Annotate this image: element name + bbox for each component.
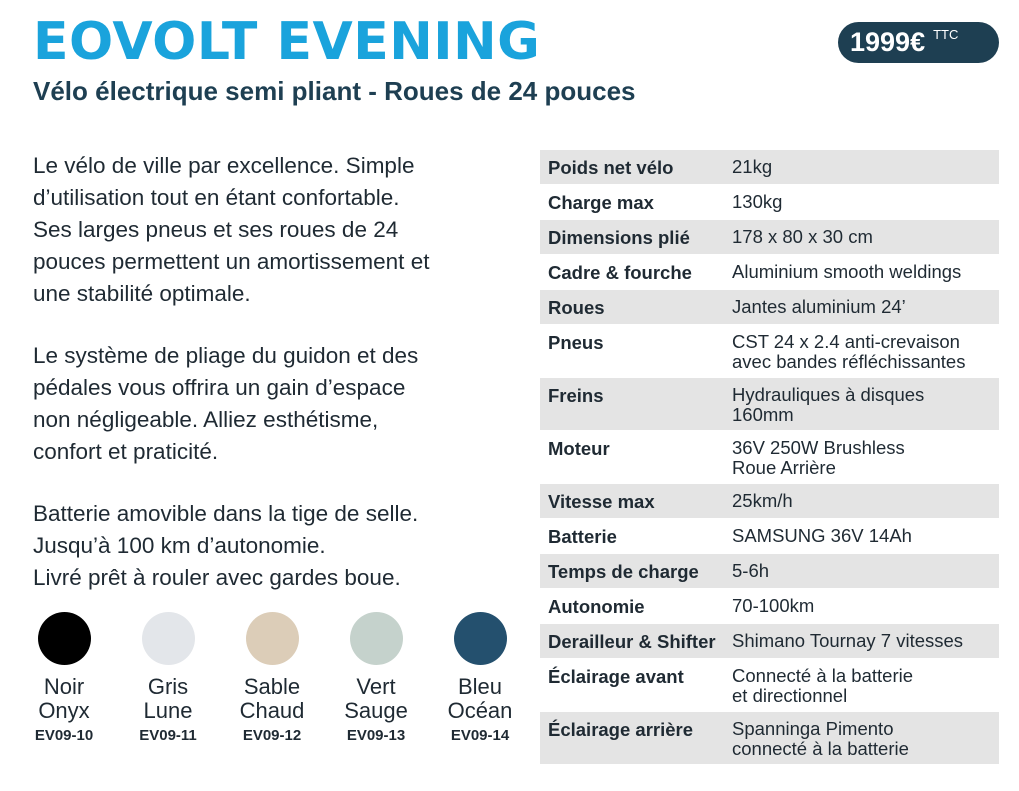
color-option-noir-onyx[interactable] [24,612,104,744]
spec-label: Éclairage arrière [548,719,694,740]
spec-label: Pneus [548,332,604,353]
description-line: Le système de pliage du guidon et des [33,343,419,368]
color-option-sable-chaud[interactable] [232,612,312,744]
spec-label: Éclairage avant [548,666,684,687]
page-subtitle: Vélo électrique semi pliant - Roues de 24 pouces [33,76,636,106]
price-badge [838,22,999,63]
spec-label: Autonomie [548,596,645,617]
color-name-line: Bleu [457,674,503,699]
color-option-gris-lune[interactable] [128,612,208,744]
spec-row [540,589,999,624]
description-paragraph-3 [33,498,500,594]
spec-row [540,325,999,378]
spec-value-line: 70-100km [732,595,815,616]
color-name-line: Onyx [38,698,90,723]
color-name-line: Noir [43,674,85,699]
spec-row [540,484,999,519]
spec-value [732,290,999,324]
spec-row [540,150,999,185]
color-name [24,675,104,723]
spec-value-line: Shimano Tournay 7 vitesses [732,630,964,651]
price-amount: 1999€ [850,27,926,57]
spec-row [540,290,999,325]
color-name-line: Sauge [344,698,408,723]
spec-value-line: CST 24 x 2.4 anti-crevaison [732,331,960,352]
spec-row [540,185,999,220]
spec-value-line: Spanninga Pimento [732,718,894,739]
spec-value-line: 160mm [732,404,794,425]
color-swatch-circle[interactable] [350,612,403,665]
color-name-line: Gris [147,674,189,699]
color-name [336,675,416,723]
spec-label: Freins [548,385,604,406]
color-name-line: Vert [356,674,396,699]
description-line: Jusqu’à 100 km d’autonomie. [33,533,326,558]
spec-row [540,554,999,589]
color-name-line: Lune [143,698,193,723]
color-code: EV09-12 [242,727,302,744]
description-line: pédales vous offrira un gain d’espace [33,375,406,400]
spec-row [540,659,999,712]
spec-value-line: Connecté à la batterie [732,665,914,686]
price-suffix: TTC [933,27,959,42]
color-code: EV09-14 [450,727,510,744]
spec-label: Cadre & fourche [548,262,692,283]
color-swatch-circle[interactable] [38,612,91,665]
spec-value [732,554,999,588]
color-code: EV09-10 [34,727,94,744]
spec-value [732,431,999,483]
spec-value-line: 21kg [732,156,773,177]
spec-value-line: et directionnel [732,685,848,706]
color-name-line: Océan [447,698,513,723]
spec-value-line: Hydrauliques à disques [732,384,925,405]
description-line: Livré prêt à rouler avec gardes boue. [33,565,401,590]
spec-value-line: 5-6h [732,560,770,581]
description [33,150,500,624]
spec-label: Roues [548,297,605,318]
spec-label: Batterie [548,526,617,547]
description-line: non négligeable. Alliez esthétisme, [33,407,379,432]
spec-label: Derailleur & Shifter [548,631,716,652]
spec-label: Dimensions plié [548,227,690,248]
spec-value [732,185,999,219]
spec-value-line: 130kg [732,191,783,212]
spec-value [732,255,999,289]
color-name [232,675,312,723]
spec-label: Temps de charge [548,561,699,582]
spec-value-line: Jantes aluminium 24’ [732,296,906,317]
color-name-line: Chaud [239,698,305,723]
spec-value [732,150,999,184]
spec-row [540,624,999,659]
spec-value [732,712,999,764]
color-swatch-circle[interactable] [454,612,507,665]
spec-value-line: avec bandes réfléchissantes [732,351,966,372]
color-option-bleu-ocean[interactable] [440,612,520,744]
spec-value [732,378,999,430]
color-option-vert-sauge[interactable] [336,612,416,744]
color-name [128,675,208,723]
description-line: d’utilisation tout en étant confortable. [33,185,400,210]
spec-value [732,589,999,623]
color-code: EV09-13 [346,727,406,744]
spec-value-line: SAMSUNG 36V 14Ah [732,525,912,546]
spec-value-line: Roue Arrière [732,457,836,478]
spec-row [540,255,999,290]
spec-row [540,378,999,431]
color-name-line: Sable [243,674,301,699]
spec-value-line: 36V 250W Brushless [732,437,905,458]
spec-value [732,484,999,518]
color-swatch-circle[interactable] [246,612,299,665]
spec-row [540,712,999,765]
page-title: EOVOLT EVENING [33,12,541,72]
spec-label: Charge max [548,192,654,213]
description-line: Le vélo de ville par excellence. Simple [33,153,415,178]
description-line: confort et praticité. [33,439,219,464]
spec-value-line: Aluminium smooth weldings [732,261,962,282]
color-name [440,675,520,723]
spec-label: Poids net vélo [548,157,674,178]
spec-value-line: connecté à la batterie [732,738,909,759]
spec-value [732,220,999,254]
spec-value [732,659,999,711]
description-paragraph-2 [33,340,500,468]
spec-value [732,519,999,553]
spec-row [540,220,999,255]
spec-value-line: 25km/h [732,490,793,511]
description-line: Ses larges pneus et ses roues de 24 [33,217,399,242]
description-paragraph-1 [33,150,500,310]
description-line: une stabilité optimale. [33,281,251,306]
spec-row [540,519,999,554]
description-line: Batterie amovible dans la tige de selle. [33,501,419,526]
description-line: pouces permettent un amortissement et [33,249,430,274]
spec-value [732,325,999,377]
spec-value-line: 178 x 80 x 30 cm [732,226,873,247]
spec-value [732,624,999,658]
spec-table [540,150,999,765]
spec-row [540,431,999,484]
spec-label: Vitesse max [548,491,655,512]
color-swatch-circle[interactable] [142,612,195,665]
spec-label: Moteur [548,438,610,459]
color-code: EV09-11 [139,727,197,744]
